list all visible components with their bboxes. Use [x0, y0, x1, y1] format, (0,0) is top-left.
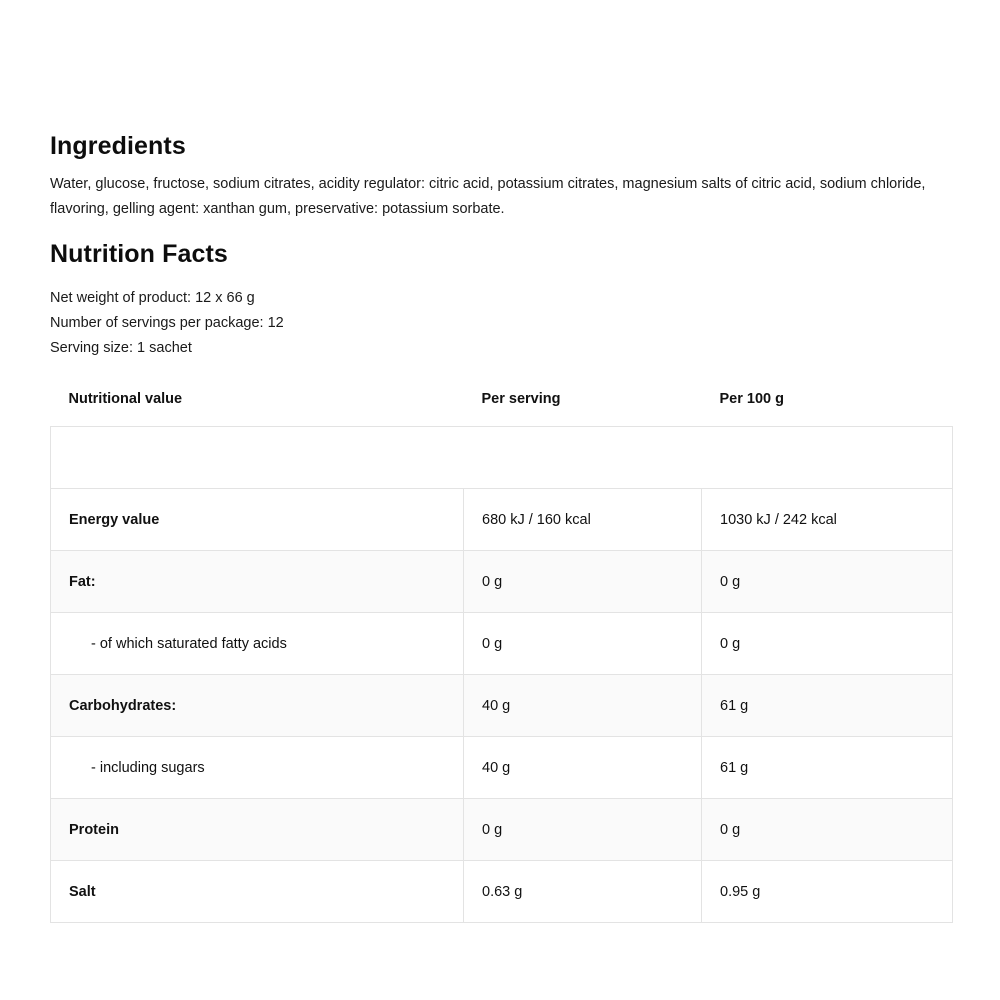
row-name: Energy value: [51, 489, 464, 551]
ingredients-text: Water, glucose, fructose, sodium citrates, acidity regulator: citric acid, potassium citrates, magnesium salts of citric acid, sodium chloride, flavoring, gelling agent: xanthan gum, preservative: potassium sorbate.: [50, 176, 926, 217]
header-nutritional-value: Nutritional value: [68, 390, 183, 407]
header-spacer: [51, 427, 953, 489]
ingredients-heading: Ingredients: [50, 132, 186, 160]
serving-size: Serving size: 1 sachet: [50, 340, 192, 356]
row-name: Protein: [51, 799, 464, 861]
row-name: Fat:: [51, 551, 464, 613]
table-row: [51, 799, 953, 861]
product-info: [50, 128, 953, 923]
net-weight: Net weight of product: 12 x 66 g: [50, 290, 255, 306]
row-per-serving: 0.63 g: [464, 861, 702, 923]
header-per-100g: Per 100 g: [719, 390, 784, 407]
row-per-100g: 0.95 g: [702, 861, 953, 923]
row-name: - of which saturated fatty acids: [51, 613, 464, 675]
row-name: - including sugars: [51, 737, 464, 799]
row-per-serving: 40 g: [464, 737, 702, 799]
row-per-100g: 0 g: [702, 551, 953, 613]
row-per-100g: 61 g: [702, 737, 953, 799]
table-row: [51, 551, 953, 613]
spacer-cell: [51, 427, 953, 489]
table-row: [51, 737, 953, 799]
row-per-serving: 680 kJ / 160 kcal: [464, 489, 702, 551]
row-per-serving: 0 g: [464, 551, 702, 613]
row-per-serving: 40 g: [464, 675, 702, 737]
servings-per-package: Number of servings per package: 12: [50, 315, 284, 331]
row-name: Carbohydrates:: [51, 675, 464, 737]
row-per-100g: 1030 kJ / 242 kcal: [702, 489, 953, 551]
row-per-100g: 0 g: [702, 799, 953, 861]
table-row: [51, 675, 953, 737]
row-name: Salt: [51, 861, 464, 923]
nutrition-table: [50, 371, 953, 923]
table-row: [51, 861, 953, 923]
row-per-serving: 0 g: [464, 613, 702, 675]
table-row: [51, 613, 953, 675]
header-per-serving: Per serving: [481, 390, 561, 407]
row-per-100g: 0 g: [702, 613, 953, 675]
nutrition-rows: [51, 489, 953, 923]
row-per-100g: 61 g: [702, 675, 953, 737]
nutrition-heading: Nutrition Facts: [50, 240, 228, 268]
row-per-serving: 0 g: [464, 799, 702, 861]
table-row: [51, 489, 953, 551]
table-header-row: [51, 371, 953, 427]
nutrition-meta: [50, 286, 953, 361]
